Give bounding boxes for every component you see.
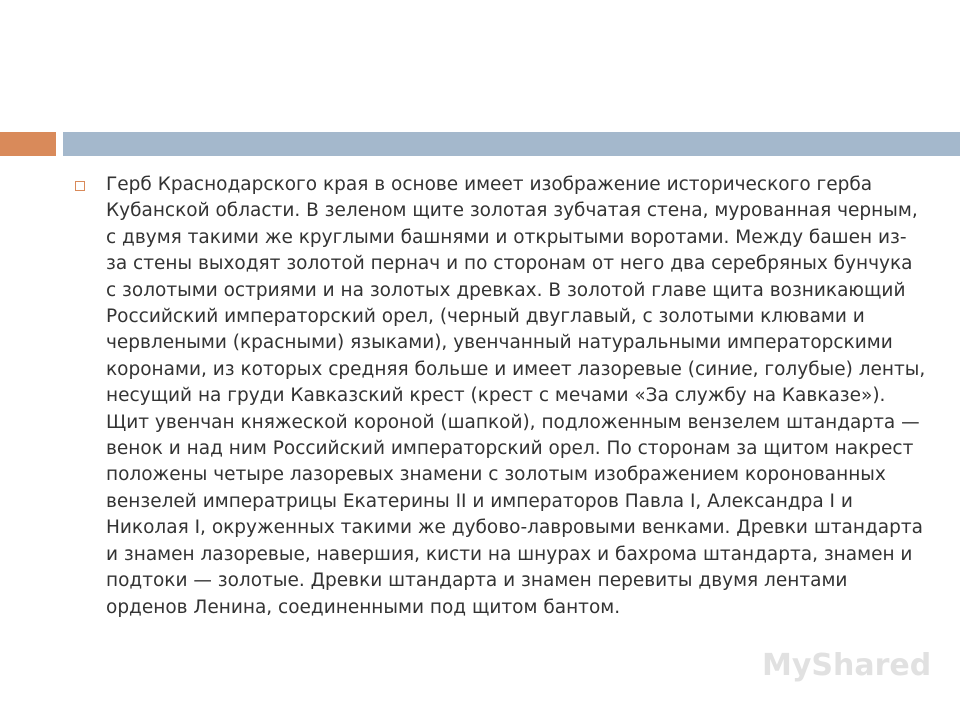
bullet-text: Герб Краснодарского края в основе имеет изображение исторического герба Кубанской области. В зеленом щите золотая зубчатая стена, мурованная черным, с двумя такими же круглыми башнями и открытыми воротами. Между башен из-за стены выходят золотой пернач и по сторонам от него два серебряных бунчука с золотыми остриями и на золотых древках. В золотой главе щита возникающий Российский императорский орел, (черный двуглавый, с золотыми клювами и червлеными (красными) языками), увенчанный натуральными императорскими коронами, из которых средняя больше и имеет лазоревые (синие, голубые) ленты, несущий на груди Кавказский крест (крест с мечами «За службу на Кавказе»). Щит увенчан княжеской короной (шапкой), подложенным вензелем штандарта — венок и над ним Российский императорский орел. По сторонам за щитом накрест положены четыре лазоревых знамени с золотым изображением коронованных вензелей императрицы Екатерины II и императоров Павла I, Александра I и Николая I, окруженных такими же дубово-лавровыми венками. Древки штандарта и знамен лазоревые, навершия, кисти на шнурах и бахрома штандарта, знамен и подтоки — золотые. Древки штандарта и знамен перевиты двумя лентами орденов Ленина, соединенными под щитом бантом. [106,174,926,618]
bullet-square-icon [75,181,85,191]
watermark: MyShared [762,648,932,683]
accent-bar-orange [0,132,56,156]
accent-bar-blue [63,132,960,156]
